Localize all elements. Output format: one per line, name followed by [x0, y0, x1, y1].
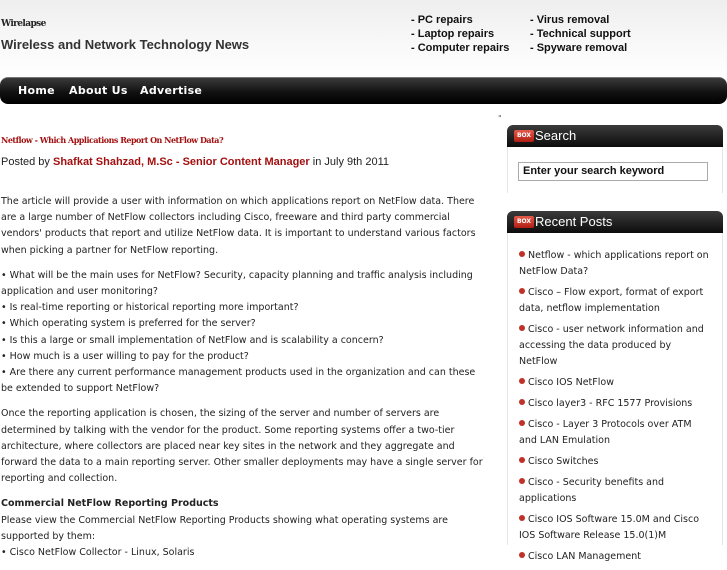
post-title[interactable]: Netflow - Which Applications Report On NetFlow Data? — [1, 135, 224, 145]
recent-post-link[interactable]: Cisco - Layer 3 Protocols over ATM and LAN Emulation — [519, 419, 692, 446]
search-widget-header — [507, 125, 723, 147]
nav-home[interactable]: Home — [18, 84, 55, 97]
products-paragraph: Please view the Commercial NetFlow Reporting Products showing what operating systems are supported by them: — [1, 514, 448, 542]
post-date: in July 9th 2011 — [312, 156, 390, 168]
bullet-dot-icon — [519, 420, 525, 426]
recent-post-item[interactable] — [519, 512, 711, 544]
recent-posts-list — [519, 248, 711, 570]
recent-post-item[interactable] — [519, 454, 711, 470]
search-input[interactable]: Enter your search keyword — [518, 162, 708, 181]
nav-about-us[interactable]: About Us — [69, 84, 128, 97]
top-link-spyware-removal[interactable]: - Spyware removal — [530, 42, 628, 54]
box-badge-icon: BOX — [514, 130, 534, 142]
bullet-list — [1, 268, 487, 398]
site-title[interactable]: Wireless and Network Technology News — [1, 37, 250, 52]
recent-post-link[interactable]: Cisco LAN Management — [528, 551, 641, 562]
recent-post-item[interactable] — [519, 549, 711, 565]
recent-post-link[interactable]: Cisco - Security benefits and applications — [519, 477, 665, 504]
bullet-dot-icon — [519, 478, 525, 484]
bullet-item: • How much is a user willing to pay for the product? — [1, 350, 249, 362]
bullet-dot-icon — [519, 378, 525, 384]
recent-post-item[interactable] — [519, 475, 711, 507]
bullet-item: • Which operating system is preferred for the server? — [1, 318, 256, 330]
quote-mark: " — [498, 114, 502, 123]
recent-post-link[interactable]: Cisco – Flow export, format of export data, netflow implementation — [519, 287, 704, 314]
search-widget-title: Search — [535, 128, 577, 143]
recent-post-item[interactable] — [519, 396, 711, 412]
bullet-item: • Is this a large or small implementation of NetFlow and is scalability a concern? — [1, 334, 384, 346]
bullet-dot-icon — [519, 288, 525, 294]
recent-post-item[interactable] — [519, 417, 711, 449]
site-header — [0, 0, 727, 78]
post-content — [1, 194, 487, 561]
site-logo-text[interactable]: Wirelapse — [1, 19, 46, 29]
bullet-dot-icon — [519, 399, 525, 405]
recent-post-item[interactable] — [519, 285, 711, 317]
recent-post-link[interactable]: Cisco layer3 - RFC 1577 Provisions — [528, 398, 693, 409]
posted-by-label: Posted by — [1, 156, 50, 168]
top-link-technical-support[interactable]: - Technical support — [530, 28, 631, 40]
bullet-dot-icon — [519, 552, 525, 558]
bullet-dot-icon — [519, 251, 525, 257]
recent-posts-header — [507, 211, 723, 233]
recent-post-link[interactable]: Cisco - user network information and accessing the data produced by NetFlow — [519, 324, 704, 367]
bullet-item: • What will be the main uses for NetFlow? Security, capacity planning and traffic analysis including application and user monitoring? — [1, 269, 473, 298]
author-link[interactable]: Shafkat Shahzad, M.Sc - Senior Content Manager — [52, 156, 310, 168]
bullet-dot-icon — [519, 325, 525, 331]
section-heading: Commercial NetFlow Reporting Products — [1, 498, 219, 510]
recent-post-link[interactable]: Cisco IOS NetFlow — [528, 377, 614, 388]
sizing-paragraph: Once the reporting application is chosen, the sizing of the server and number of servers are determined by talking with the vendor for the product. Some reporting systems offer a two-tier architecture, where collectors are placed near key sites in the network and they aggregate and forward the data to a main reporting server. Other smaller deployments may have a single server for reporting and collection. — [1, 408, 483, 485]
bullet-item: • Is real-time reporting or historical reporting more important? — [1, 302, 299, 314]
recent-post-item[interactable] — [519, 248, 711, 280]
recent-post-link[interactable]: Netflow - which applications report on NetFlow Data? — [519, 250, 709, 277]
top-links-col1 — [411, 13, 509, 55]
top-links-col2 — [530, 13, 631, 55]
recent-post-link[interactable]: Cisco IOS Software 15.0M and Cisco IOS Software Release 15.0(1)M — [519, 514, 700, 541]
intro-paragraph: The article will provide a user with information on which applications report on NetFlow data. There are a large number of NetFlow collectors including Cisco, freeware and third party commercial vendors' products that report and utilize NetFlow data. It is important to understand various factors when picking a partner for NetFlow reporting. — [1, 196, 476, 256]
top-link-laptop-repairs[interactable]: - Laptop repairs — [411, 28, 495, 40]
bullet-item: • Cisco NetFlow Collector - Linux, Solaris — [1, 547, 195, 559]
main-nav — [0, 77, 727, 104]
top-link-pc-repairs[interactable]: - PC repairs — [411, 14, 473, 26]
bullet-dot-icon — [519, 457, 525, 463]
nav-advertise[interactable]: Advertise — [140, 84, 203, 97]
recent-post-item[interactable] — [519, 375, 711, 391]
top-link-computer-repairs[interactable]: - Computer repairs — [411, 42, 510, 54]
recent-post-link[interactable]: Cisco Switches — [528, 456, 599, 467]
bullet-item: • Are there any current performance management products used in the organization and can these be extended to support NetFlow? — [1, 367, 476, 395]
recent-posts-title: Recent Posts — [535, 214, 613, 229]
top-link-virus-removal[interactable]: - Virus removal — [530, 14, 610, 26]
bullet-dot-icon — [519, 515, 525, 521]
box-badge-icon: BOX — [514, 216, 534, 228]
recent-post-item[interactable] — [519, 322, 711, 370]
post-meta — [1, 156, 389, 168]
